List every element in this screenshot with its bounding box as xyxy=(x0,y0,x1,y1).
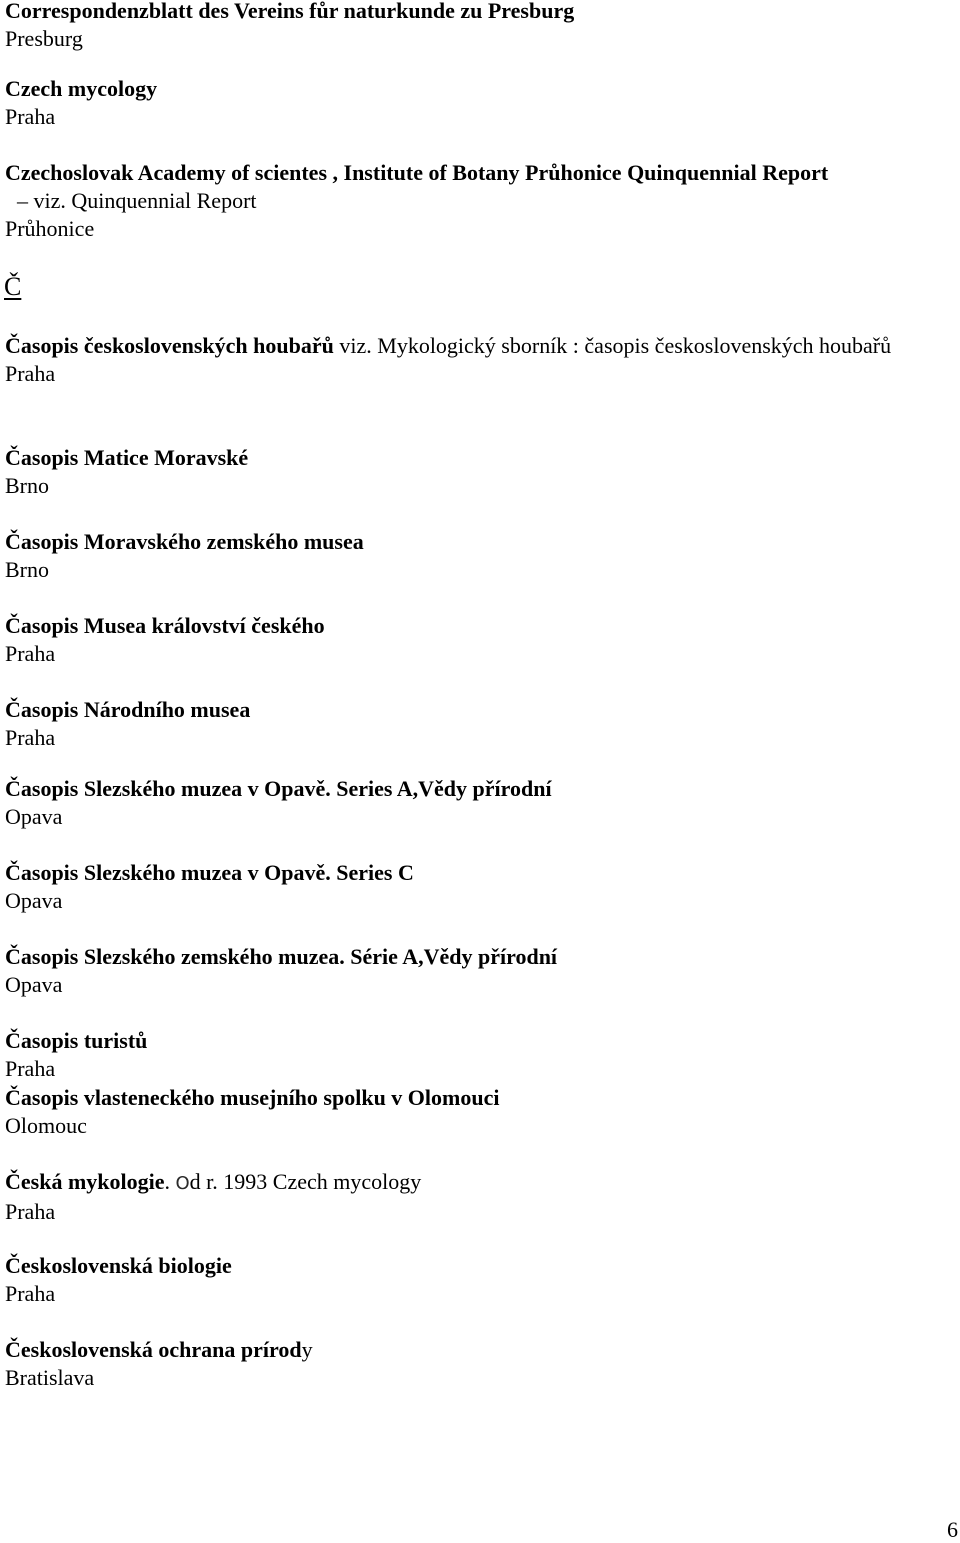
entry-title: Časopis Slezského muzea v Opavě. Series C xyxy=(5,860,414,885)
catalog-entry xyxy=(5,332,954,388)
catalog-entry xyxy=(5,528,954,584)
entry-place: Praha xyxy=(5,1056,56,1081)
entry-title: Československá ochrana prírod xyxy=(5,1337,302,1362)
entry-place: Praha xyxy=(5,725,56,750)
entry-place: Bratislava xyxy=(5,1365,95,1390)
entry-title: Časopis vlasteneckého musejního spolku v Olomouci xyxy=(5,1085,500,1110)
catalog-entry xyxy=(5,75,954,131)
entry-title: Časopis Musea království českého xyxy=(5,613,325,638)
catalog-entry xyxy=(5,696,954,752)
entry-title: Časopis Matice Moravské xyxy=(5,445,249,470)
entry-note: – viz. Quinquennial Report xyxy=(17,188,257,213)
catalog-entry xyxy=(5,1252,954,1308)
entry-title: Časopis turistů xyxy=(5,1028,148,1053)
catalog-entry xyxy=(5,612,954,668)
entry-title: Československá biologie xyxy=(5,1253,232,1278)
catalog-entry xyxy=(5,943,954,999)
catalog-entry xyxy=(5,444,954,500)
entry-title: Czech mycology xyxy=(5,76,158,101)
entry-title: Časopis Moravského zemského musea xyxy=(5,529,364,554)
catalog-entry xyxy=(5,1084,954,1140)
section-letter: Č xyxy=(4,272,22,301)
entry-title: Časopis Národního musea xyxy=(5,697,251,722)
entry-place: Opava xyxy=(5,888,63,913)
catalog-entry xyxy=(5,0,954,53)
entry-place: Praha xyxy=(5,1281,56,1306)
entry-title: Correspondenzblatt des Vereins fůr naturkunde zu Presburg xyxy=(5,0,575,23)
entry-title: Časopis československých houbařů xyxy=(5,333,334,358)
entry-title: Česká mykologie xyxy=(5,1169,165,1194)
entry-note: d r. 1993 Czech mycology xyxy=(189,1169,422,1194)
entry-title: Časopis Slezského zemského muzea. Série A,Vědy přírodní xyxy=(5,944,558,969)
entry-title: Časopis Slezského muzea v Opavě. Series A,Vědy přírodní xyxy=(5,776,552,801)
entry-title: Czechoslovak Academy of scientes , Institute of Botany Průhonice Quinquennial Report xyxy=(5,160,829,185)
catalog-entry xyxy=(5,859,954,915)
entry-place: Brno xyxy=(5,473,49,498)
entry-place: Brno xyxy=(5,557,49,582)
catalog-entry xyxy=(5,775,954,831)
entry-place: Presburg xyxy=(5,26,83,51)
entry-note-prefix: . xyxy=(164,1169,176,1194)
entry-note: viz. Mykologický sborník : časopis československých houbařů xyxy=(333,333,892,358)
entry-place: Praha xyxy=(5,641,56,666)
catalog-entry xyxy=(5,159,954,243)
entry-place: Opava xyxy=(5,804,63,829)
entry-place: Praha xyxy=(5,1199,56,1224)
entry-place: Praha xyxy=(5,361,56,386)
entry-place: Olomouc xyxy=(5,1113,87,1138)
entry-place: Opava xyxy=(5,972,63,997)
entry-note-o: O xyxy=(175,1173,190,1194)
entry-title-tail: y xyxy=(301,1337,313,1362)
entry-place: Praha xyxy=(5,104,56,129)
catalog-entry xyxy=(5,1168,954,1226)
page-number: 6 xyxy=(947,1517,958,1542)
catalog-entry xyxy=(5,1027,954,1083)
catalog-entry xyxy=(5,1336,954,1392)
entry-place: Průhonice xyxy=(5,216,95,241)
